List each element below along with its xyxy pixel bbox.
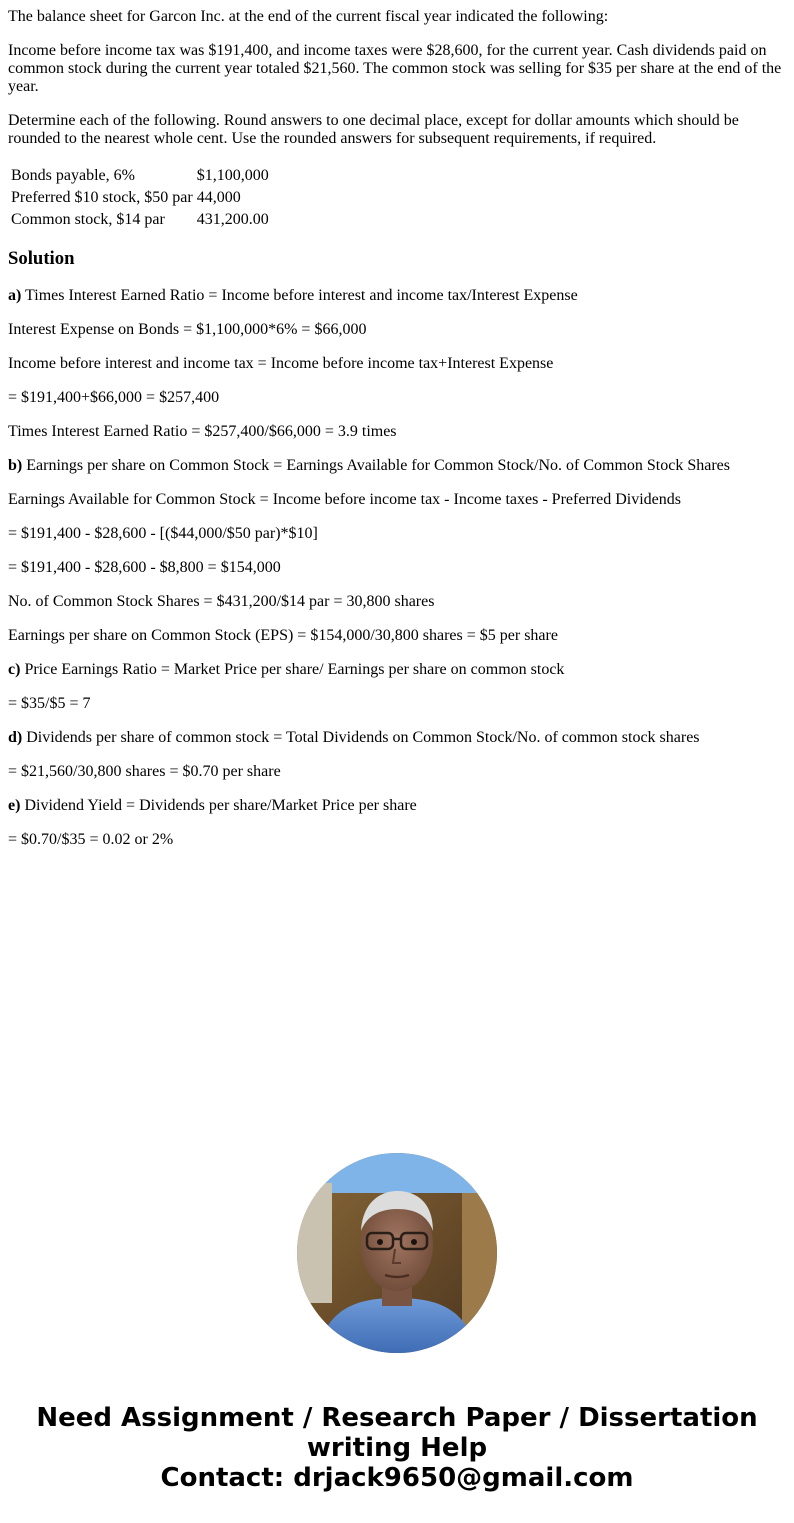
part-label: d): [8, 729, 23, 746]
solution-text: Dividends per share of common stock = Total Dividends on Common Stock/No. of common stock shares: [22, 729, 700, 746]
solution-line: Interest Expense on Bonds = $1,100,000*6% = $66,000: [8, 321, 367, 338]
solution-text: Earnings per share on Common Stock = Earnings Available for Common Stock/No. of Common Stock Shares: [22, 457, 730, 474]
part-label: b): [8, 457, 23, 474]
solution-line: [8, 661, 786, 679]
promo-footer: [0, 1403, 794, 1493]
solution-line: [8, 287, 786, 305]
table-cell-label: Common stock, $14 par: [11, 211, 165, 228]
solution-line: = $21,560/30,800 shares = $0.70 per share: [8, 763, 281, 780]
question-section: [8, 8, 786, 232]
part-label: e): [8, 797, 21, 814]
table-row: [10, 210, 270, 230]
solution-line: Income before interest and income tax = Income before income tax+Interest Expense: [8, 355, 554, 372]
table-cell-value: 44,000: [196, 189, 241, 206]
question-details: Income before income tax was $191,400, and income taxes were $28,600, for the current year. Cash dividends paid on common stock during the current year totaled $21,560. The common stock was selling for $35 per share at the end of the year.: [8, 42, 782, 95]
part-label: c): [8, 661, 21, 678]
solution-line: Times Interest Earned Ratio = $257,400/$66,000 = 3.9 times: [8, 423, 397, 440]
solution-line: = $0.70/$35 = 0.02 or 2%: [8, 831, 174, 848]
footer-contact: Contact: drjack9650@gmail.com: [160, 1463, 634, 1493]
solution-line: [8, 729, 786, 747]
solution-line: Earnings per share on Common Stock (EPS) = $154,000/30,800 shares = $5 per share: [8, 627, 558, 644]
solution-line: [8, 457, 786, 475]
solution-line: = $191,400 - $28,600 - $8,800 = $154,000: [8, 559, 281, 576]
table-cell-label: Preferred $10 stock, $50 par: [11, 189, 193, 206]
solution-line: [8, 797, 786, 815]
table-cell-label: Bonds payable, 6%: [11, 167, 135, 184]
question-instructions: Determine each of the following. Round answers to one decimal place, except for dollar amounts which should be rounded to the nearest whole cent. Use the rounded answers for subsequent requirements, if required.: [8, 112, 739, 147]
solution-text: Price Earnings Ratio = Market Price per share/ Earnings per share on common stock: [20, 661, 565, 678]
table-cell-value: $1,100,000: [196, 167, 269, 184]
solution-line: = $35/$5 = 7: [8, 695, 91, 712]
author-portrait-icon: [297, 1153, 497, 1353]
table-row: [10, 166, 270, 186]
solution-line: = $191,400 - $28,600 - [($44,000/$50 par)*$10]: [8, 525, 318, 542]
solution-heading: Solution: [8, 248, 75, 269]
solution-line: = $191,400+$66,000 = $257,400: [8, 389, 220, 406]
solution-line: No. of Common Stock Shares = $431,200/$14 par = 30,800 shares: [8, 593, 435, 610]
table-row: [10, 188, 270, 208]
table-cell-value: 431,200.00: [196, 211, 269, 228]
footer-line: writing Help: [306, 1433, 488, 1463]
solution-section: [8, 287, 786, 849]
question-intro: The balance sheet for Garcon Inc. at the end of the current fiscal year indicated the following:: [8, 8, 609, 25]
part-label: a): [8, 287, 22, 304]
solution-text: Dividend Yield = Dividends per share/Market Price per share: [20, 797, 417, 814]
footer-line: Need Assignment / Research Paper / Dissertation: [36, 1403, 758, 1433]
solution-line: Earnings Available for Common Stock = Income before income tax - Income taxes - Preferred Dividends: [8, 491, 681, 508]
author-avatar: [297, 1153, 497, 1353]
solution-text: Times Interest Earned Ratio = Income before interest and income tax/Interest Expense: [21, 287, 578, 304]
balance-sheet-table: [8, 164, 272, 232]
